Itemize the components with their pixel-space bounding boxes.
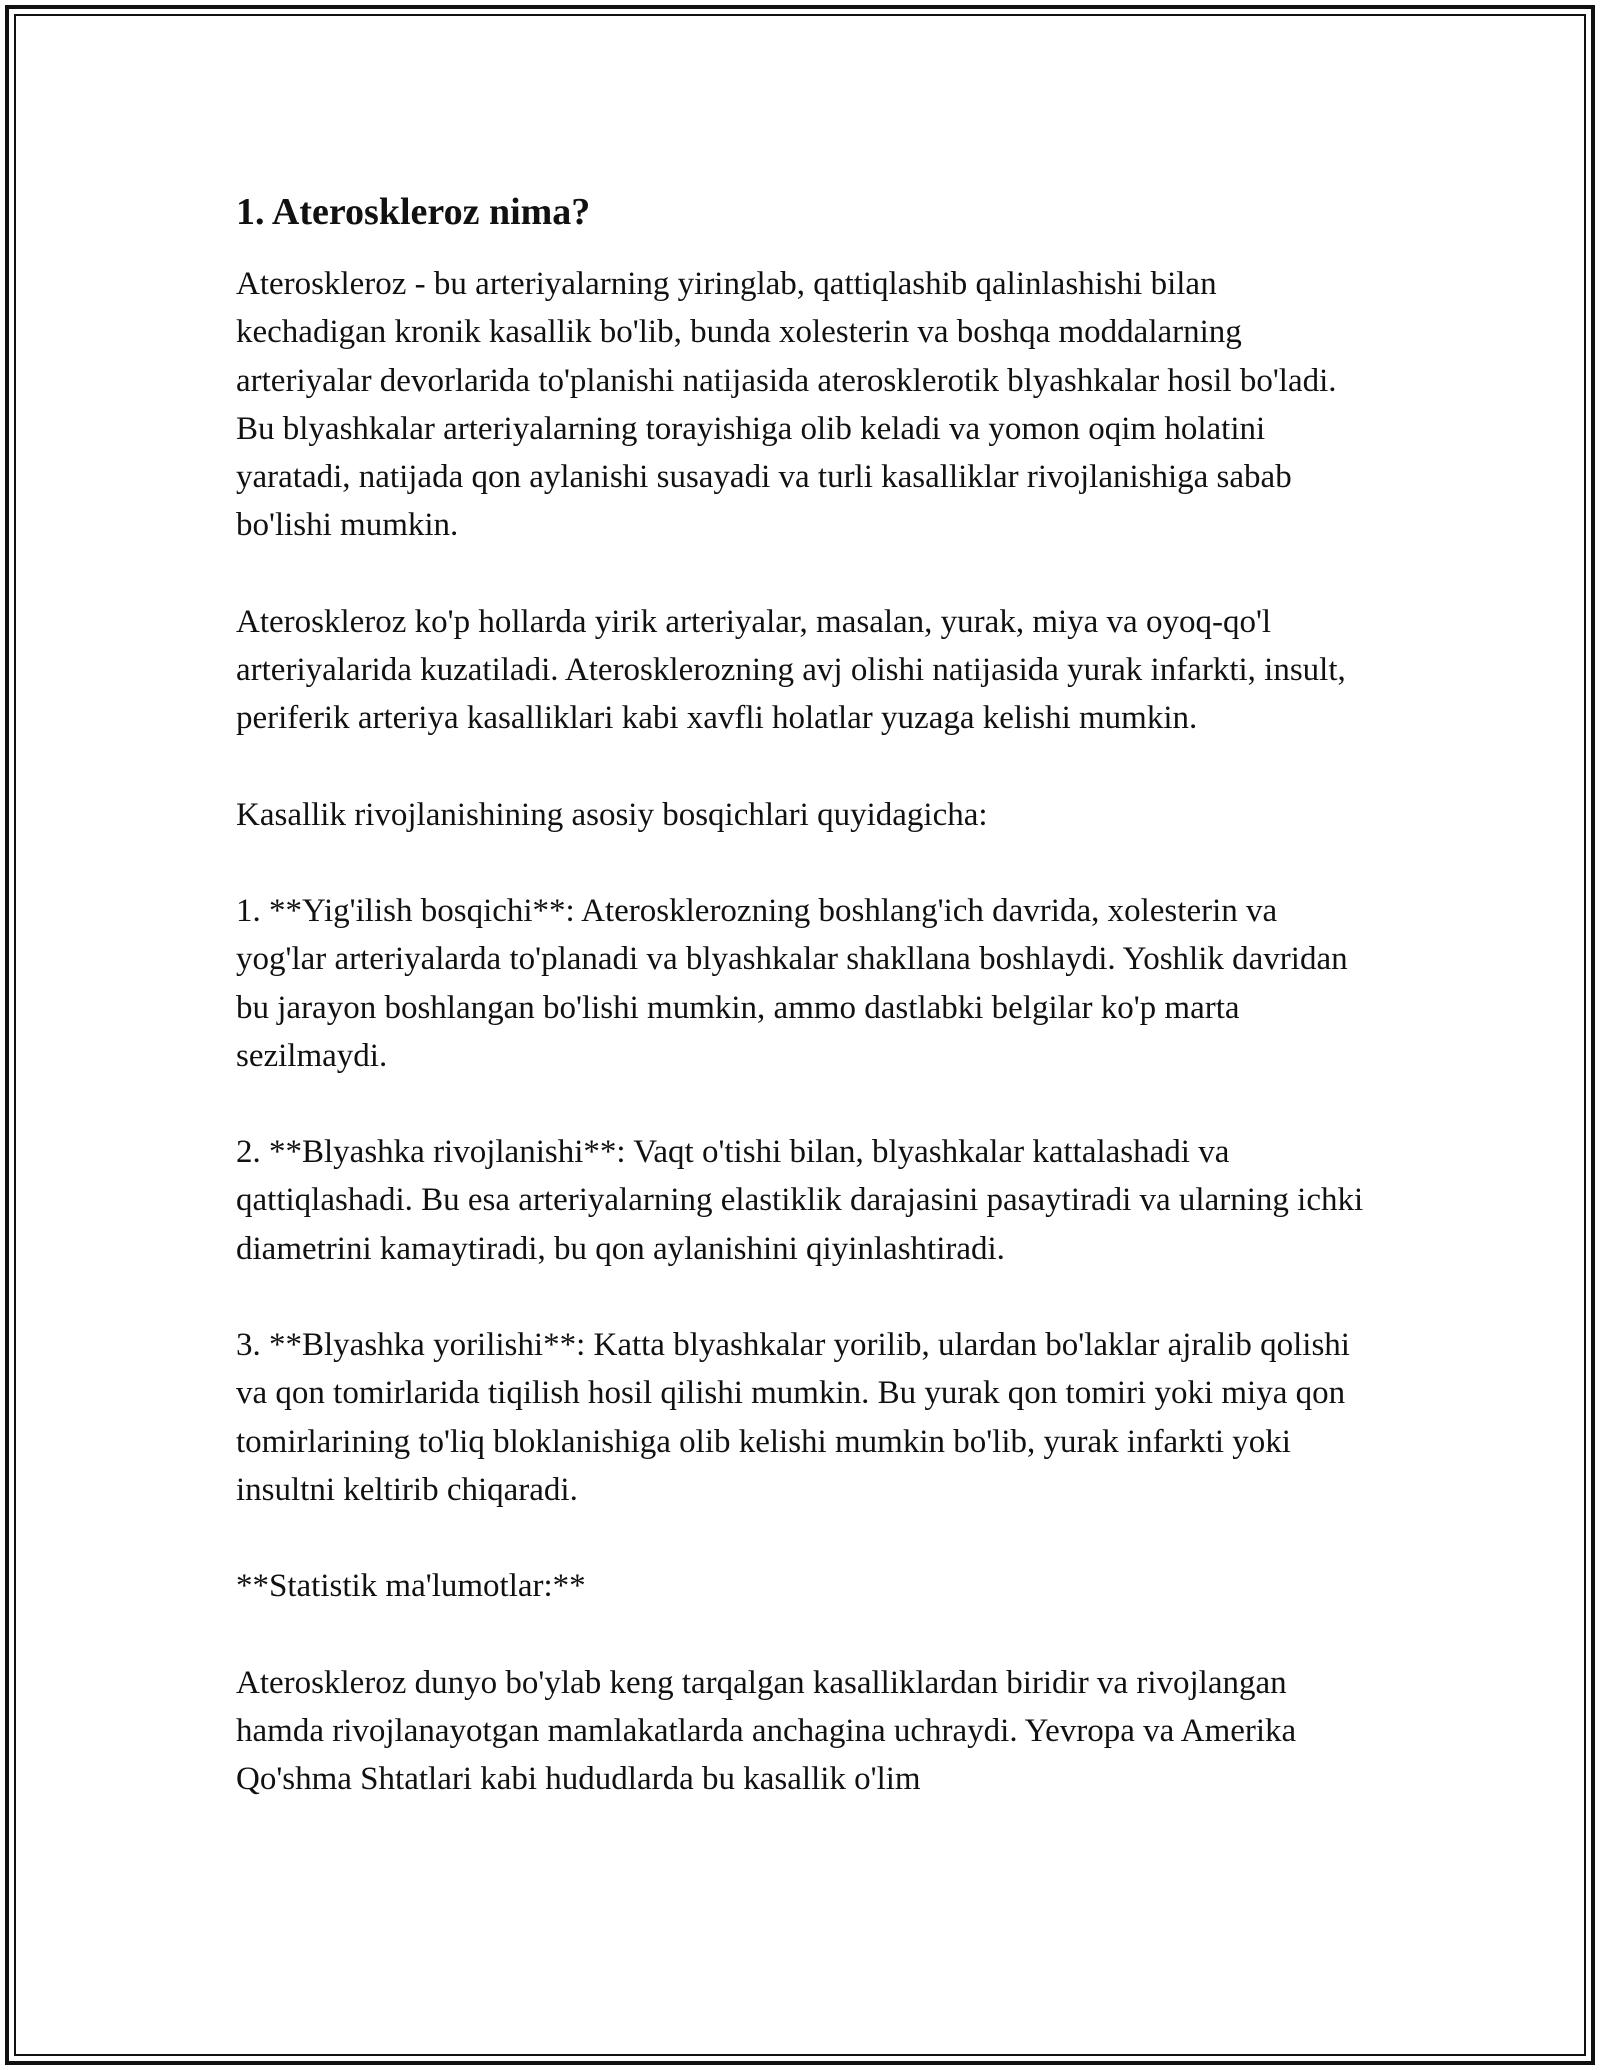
section-heading: 1. Ateroskleroz nima? — [236, 191, 591, 233]
paragraph-statistics: Ateroskleroz dunyo bo'ylab keng tarqalgan kasalliklardan biridir va rivojlangan hamda rivojlanayotgan mamlakatlarda anchagina uchraydi. Yevropa va Amerika Qo'shma Shtatlari kabi hududlarda bu kasallik o'lim — [236, 1664, 1297, 1798]
paragraph-locations: Ateroskleroz ko'p hollarda yirik arteriyalar, masalan, yurak, miya va oyoq-qo'l arteriyalarida kuzatiladi. Aterosklerozning avj olishi natijasida yurak infarkti, insult, periferik arteriya kasalliklari kabi xavfli holatlar yuzaga kelishi mumkin. — [236, 603, 1346, 737]
document-body — [236, 186, 1366, 1851]
paragraph-statistics-heading: **Statistik ma'lumotlar:** — [236, 1568, 586, 1605]
paragraph-definition: Ateroskleroz - bu arteriyalarning yiringlab, qattiqlashib qalinlashishi bilan kechadigan kronik kasallik bo'lib, bunda xolesterin va boshqa moddalarning arteriyalar devorlarida to'planishi natijasida aterosklerotik blyashkalar hosil bo'ladi. Bu blyashkalar arteriyalarning torayishiga olib keladi va yomon oqim holatini yaratadi, natijada qon aylanishi susayadi va turli kasalliklar rivojlanishiga sabab bo'lishi mumkin. — [236, 266, 1337, 544]
paragraph-stage-2: 2. **Blyashka rivojlanishi**: Vaqt o'tishi bilan, blyashkalar kattalashadi va qattiqlashadi. Bu esa arteriyalarning elastiklik darajasini pasaytiradi va ularning ichki diametrini kamaytiradi, bu qon aylanishini qiyinlashtiradi. — [236, 1134, 1364, 1267]
paragraph-stages-intro: Kasallik rivojlanishining asosiy bosqichlari quyidagicha: — [236, 796, 988, 833]
paragraph-stage-3: 3. **Blyashka yorilishi**: Katta blyashkalar yorilib, ulardan bo'laklar ajralib qolishi va qon tomirlarida tiqilish hosil qilishi mumkin. Bu yurak qon tomiri yoki miya qon tomirlarining to'liq bloklanishiga olib kelishi mumkin bo'lib, yurak infarkti yoki insultni keltirib chiqaradi. — [236, 1327, 1350, 1508]
paragraph-stage-1: 1. **Yig'ilish bosqichi**: Aterosklerozning boshlang'ich davrida, xolesterin va yog'lar arteriyalarda to'planadi va blyashkalar shakllana boshlaydi. Yoshlik davridan bu jarayon boshlangan bo'lishi mumkin, ammo dastlabki belgilar ko'p marta sezilmaydi. — [236, 892, 1348, 1074]
